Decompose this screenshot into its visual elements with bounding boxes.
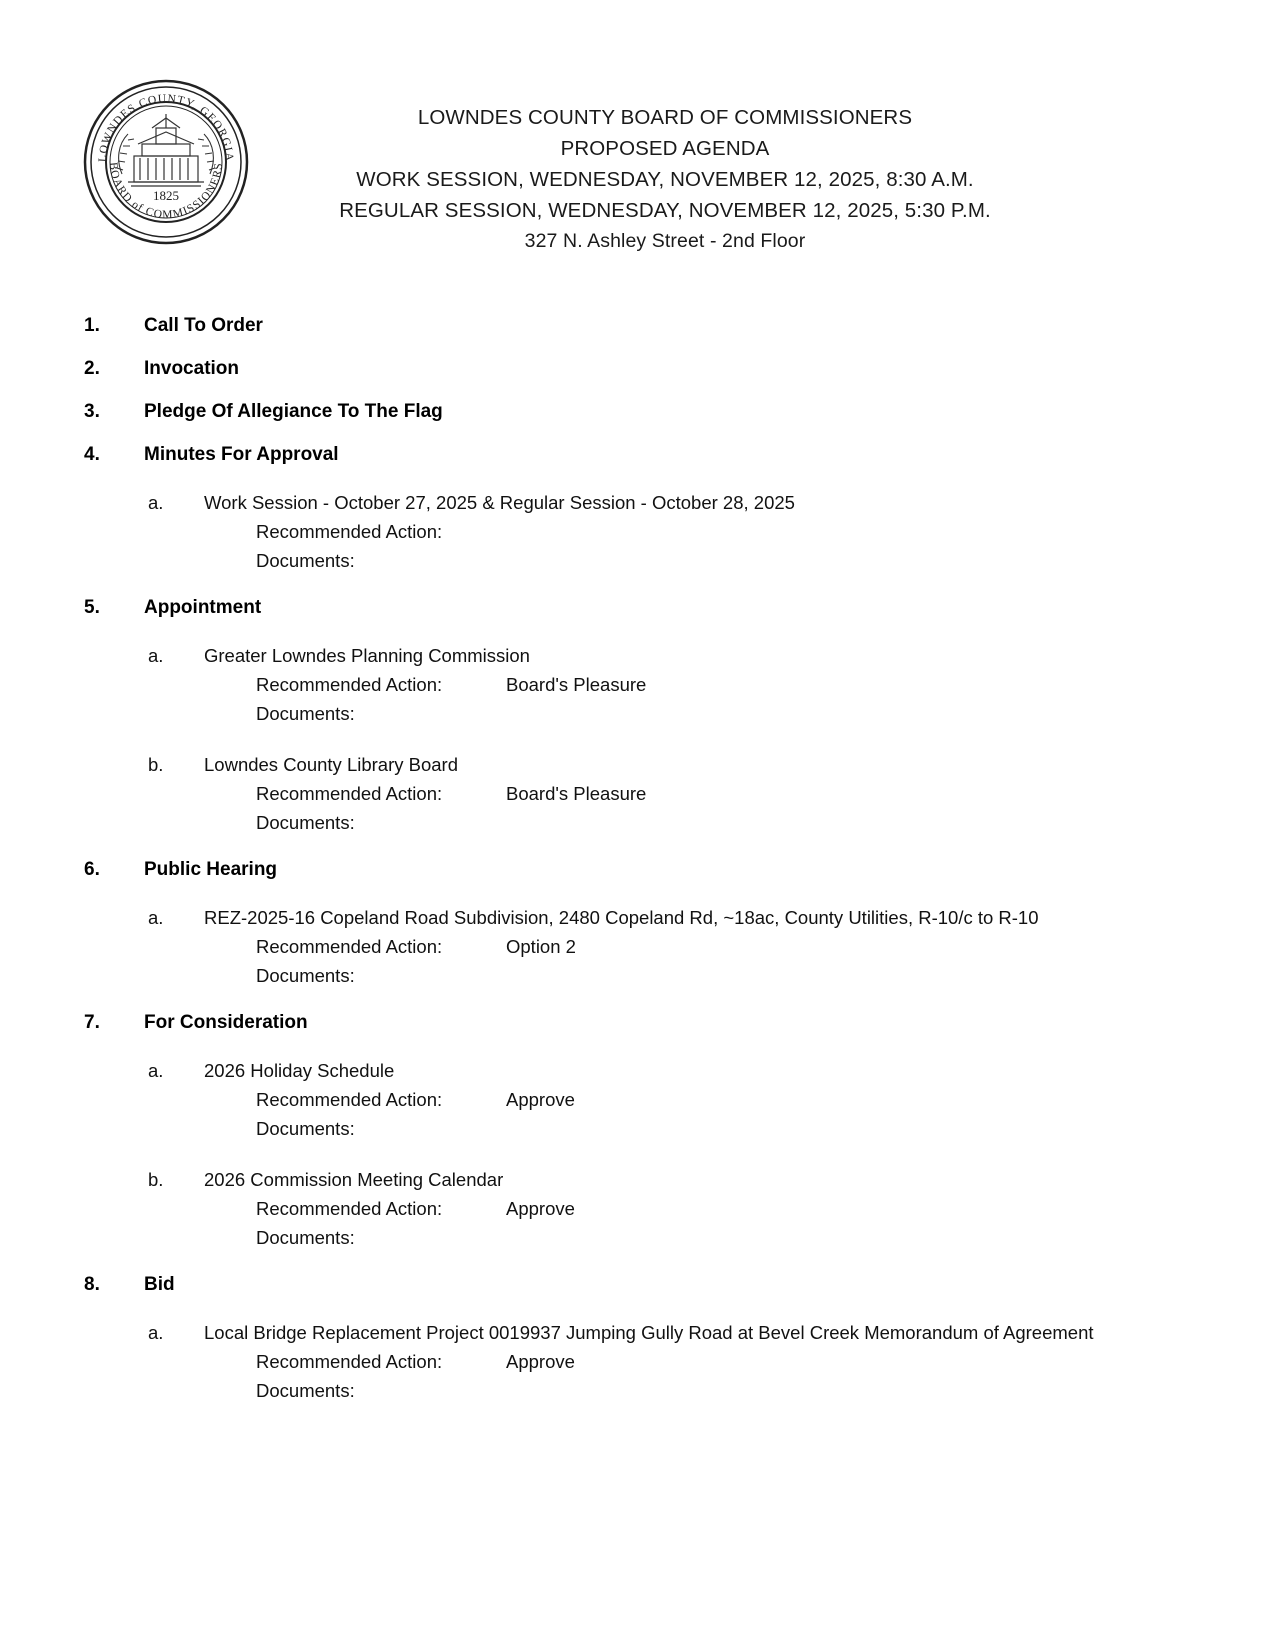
header-line-4: REGULAR SESSION, WEDNESDAY, NOVEMBER 12, 2025, 5:30 P.M. (339, 199, 991, 222)
agenda-item-title: For Consideration (144, 1012, 308, 1033)
agenda-item-number: 3. (84, 401, 100, 422)
agenda-item-title: Minutes For Approval (144, 444, 339, 465)
subitem-letter: a. (148, 1060, 164, 1081)
documents-label: Documents: (256, 1380, 355, 1401)
subitem-title: Work Session - October 27, 2025 & Regular Session - October 28, 2025 (204, 492, 795, 513)
agenda-subitem (148, 641, 1197, 728)
header-line-3: WORK SESSION, WEDNESDAY, NOVEMBER 12, 2025, 8:30 A.M. (356, 168, 974, 191)
agenda-item (78, 315, 1197, 337)
agenda-subitem (148, 1056, 1197, 1143)
subitem-letter: a. (148, 1322, 164, 1343)
subitem-documents (256, 1114, 1149, 1143)
agenda-item (78, 401, 1197, 423)
subitem-recommended-action (256, 932, 1149, 961)
agenda-item-title: Appointment (144, 597, 262, 618)
recommended-action-value: Option 2 (506, 936, 576, 957)
agenda-item-number: 5. (84, 597, 100, 618)
documents-label: Documents: (256, 550, 355, 571)
agenda-subitem (148, 750, 1197, 837)
recommended-action-label: Recommended Action: (256, 1198, 443, 1219)
county-seal-icon (82, 78, 250, 246)
agenda-item (78, 358, 1197, 380)
agenda-subitem (148, 1318, 1197, 1405)
subitem-letter: a. (148, 492, 164, 513)
recommended-action-label: Recommended Action: (256, 521, 443, 542)
recommended-action-value (506, 517, 1149, 546)
agenda-item-title: Pledge Of Allegiance To The Flag (144, 401, 443, 422)
subitem-recommended-action (256, 517, 1149, 546)
documents-value (506, 961, 1149, 990)
agenda-item-number: 6. (84, 859, 100, 880)
subitem-title: Lowndes County Library Board (204, 754, 459, 775)
subitem-title: Local Bridge Replacement Project 0019937 Jumping Gully Road at Bevel Creek Memorandum of Agreement (204, 1322, 1094, 1343)
header-line-1: LOWNDES COUNTY BOARD OF COMMISSIONERS (417, 106, 913, 129)
recommended-action-value: Approve (506, 1351, 575, 1372)
seal-outer-top-text: LOWNDES COUNTY, GEORGIA (96, 92, 235, 163)
subitem-recommended-action (256, 1347, 1149, 1376)
header-line-2: PROPOSED AGENDA (560, 137, 770, 160)
agenda-item-number: 7. (84, 1012, 100, 1033)
agenda-item-number: 4. (84, 444, 100, 465)
document-header (78, 70, 1197, 257)
agenda-item-title: Public Hearing (144, 859, 278, 880)
documents-value (506, 808, 1149, 837)
recommended-action-label: Recommended Action: (256, 1351, 443, 1372)
recommended-action-label: Recommended Action: (256, 674, 443, 695)
documents-label: Documents: (256, 812, 355, 833)
agenda-item (78, 1274, 1197, 1405)
agenda-list (78, 315, 1197, 1405)
agenda-item-title: Bid (144, 1274, 175, 1295)
subitem-letter: a. (148, 645, 164, 666)
agenda-item-number: 1. (84, 315, 100, 336)
documents-label: Documents: (256, 1118, 355, 1139)
recommended-action-label: Recommended Action: (256, 936, 443, 957)
header-title-block (253, 70, 1197, 257)
subitem-letter: a. (148, 907, 164, 928)
agenda-subitem (148, 488, 1197, 575)
recommended-action-value: Board's Pleasure (506, 783, 647, 804)
documents-label: Documents: (256, 965, 355, 986)
documents-value (506, 1114, 1149, 1143)
recommended-action-value: Board's Pleasure (506, 674, 647, 695)
documents-value (506, 546, 1149, 575)
seal-year: 1825 (152, 188, 179, 203)
agenda-item-number: 8. (84, 1274, 100, 1295)
documents-value (506, 1376, 1149, 1405)
header-line-5: 327 N. Ashley Street - 2nd Floor (524, 230, 806, 252)
recommended-action-label: Recommended Action: (256, 1089, 443, 1110)
agenda-subitem (148, 903, 1197, 990)
agenda-item (78, 444, 1197, 575)
recommended-action-label: Recommended Action: (256, 783, 443, 804)
documents-label: Documents: (256, 703, 355, 724)
agenda-item (78, 1012, 1197, 1252)
subitem-recommended-action (256, 1194, 1149, 1223)
county-seal (78, 70, 253, 246)
subitem-title: 2026 Holiday Schedule (204, 1060, 395, 1081)
subitem-documents (256, 699, 1149, 728)
recommended-action-value: Approve (506, 1089, 575, 1110)
documents-label: Documents: (256, 1227, 355, 1248)
agenda-item-title: Call To Order (144, 315, 263, 336)
subitem-recommended-action (256, 779, 1149, 808)
agenda-item-title: Invocation (144, 358, 240, 379)
seal-outer-bottom-text: BOARD of COMMISSIONERS (106, 161, 225, 222)
subitem-letter: b. (148, 1169, 164, 1190)
agenda-item (78, 859, 1197, 990)
documents-value (506, 699, 1149, 728)
subitem-title: 2026 Commission Meeting Calendar (204, 1169, 504, 1190)
subitem-documents (256, 1223, 1149, 1252)
subitem-documents (256, 808, 1149, 837)
subitem-recommended-action (256, 1085, 1149, 1114)
subitem-letter: b. (148, 754, 164, 775)
recommended-action-value: Approve (506, 1198, 575, 1219)
documents-value (506, 1223, 1149, 1252)
agenda-item-number: 2. (84, 358, 100, 379)
subitem-title: Greater Lowndes Planning Commission (204, 645, 530, 666)
subitem-documents (256, 961, 1149, 990)
agenda-subitem (148, 1165, 1197, 1252)
subitem-documents (256, 546, 1149, 575)
agenda-item (78, 597, 1197, 837)
subitem-documents (256, 1376, 1149, 1405)
subitem-title: REZ-2025-16 Copeland Road Subdivision, 2480 Copeland Rd, ~18ac, County Utilities, R-10/c to R-10 (204, 907, 1039, 928)
subitem-recommended-action (256, 670, 1149, 699)
